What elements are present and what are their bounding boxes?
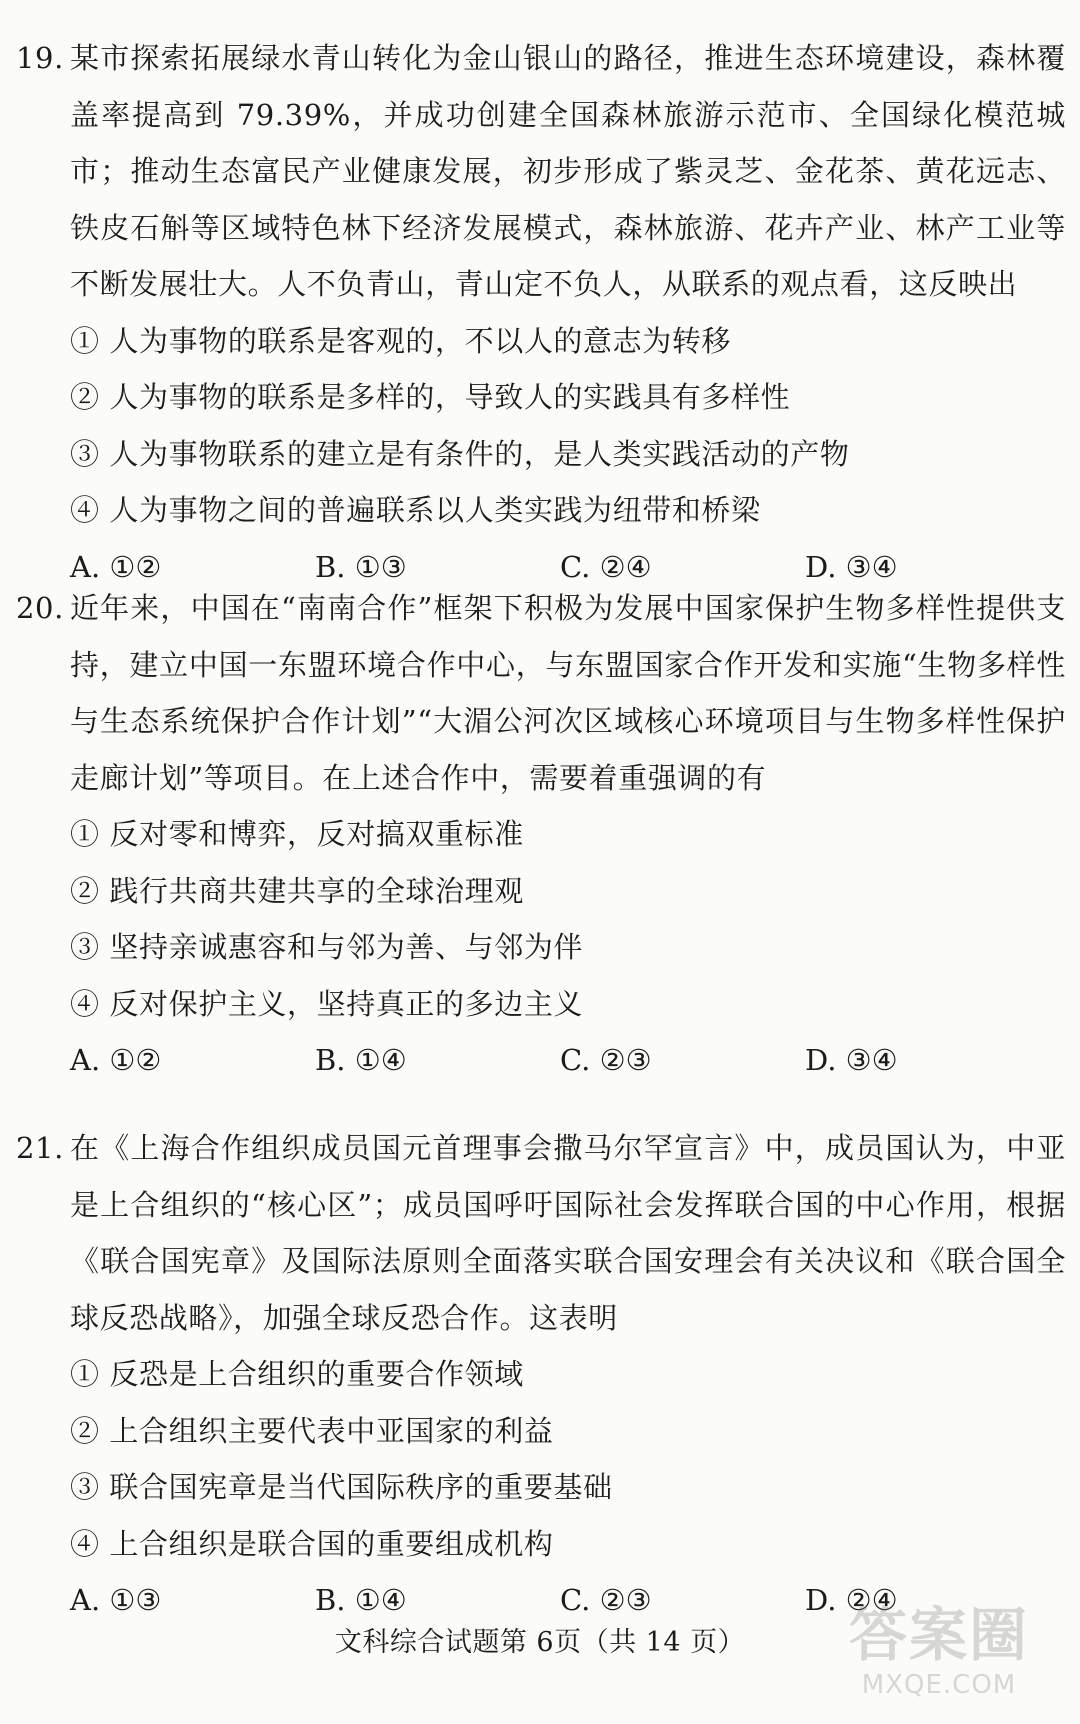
statement-list [16,1346,1066,1572]
watermark-title: 答案圈 [848,1601,1029,1669]
choice-b: B. ①④ [315,1043,407,1077]
statement-3: ③ 联合国宪章是当代国际秩序的重要基础 [70,1470,613,1504]
statement-2: ② 人为事物的联系是多样的，导致人的实践具有多样性 [70,380,791,414]
choice-a: A. ①③ [70,1583,162,1617]
statement-4: ④ 上合组织是联合国的重要组成机构 [70,1526,554,1561]
question-19 [16,30,1066,595]
statement-3: ③ 坚持亲诚惠容和与邻为善、与邻为伴 [70,930,584,964]
answer-choices [16,1032,1066,1089]
question-number: 20. [16,591,64,625]
question-20 [16,580,1066,1089]
question-stem [16,1120,1066,1346]
statement-2: ② 践行共商共建共享的全球治理观 [70,873,524,908]
choice-a: A. ①② [70,549,162,584]
watermark-url: MXQE.COM [861,1670,1017,1700]
choice-a: A. ①② [70,1043,162,1077]
statement-3: ③ 人为事物联系的建立是有条件的，是人类实践活动的产物 [70,436,850,471]
choice-b: B. ①④ [315,1583,407,1617]
statement-2: ② 上合组织主要代表中亚国家的利益 [70,1413,554,1448]
choice-c: C. ②④ [560,549,652,584]
choice-d: D. ②④ [805,1583,898,1617]
choice-c: C. ②③ [560,1583,652,1617]
question-21 [16,1120,1066,1629]
question-text: 某市探索拓展绿水青山转化为金山银山的路径，推进生态环境建设，森林覆盖率提高到 79.39%，并成功创建全国森林旅游示范市、全国绿化模范城市；推动生态富民产业健康发展，初步形成了紫灵芝、金花茶、黄花远志、铁皮石斛等区域特色林下经济发展模式，森林旅游、花卉产业、林产工业等不断发展壮大。人不负青山，青山定不负人，从联系的观点看，这反映出 [70,41,1066,301]
choice-d: D. ③④ [805,1043,898,1077]
question-stem [16,30,1066,313]
choice-d: D. ③④ [805,549,898,584]
statement-list [16,313,1066,539]
question-number: 19. [16,41,64,75]
choice-b: B. ①③ [315,549,407,584]
watermark-logo [834,1600,1044,1720]
statement-4: ④ 人为事物之间的普遍联系以人类实践为纽带和桥梁 [70,493,761,527]
question-number: 21. [16,1131,64,1165]
statement-list [16,806,1066,1032]
statement-1: ① 反恐是上合组织的重要合作领域 [70,1357,524,1391]
page-footer: 文科综合试题第 6页（共 14 页） [334,1627,746,1658]
choice-c: C. ②③ [560,1043,652,1077]
question-text: 近年来，中国在“南南合作”框架下积极为发展中国家保护生物多样性提供支持，建立中国一东盟环境合作中心，与东盟国家合作开发和实施“生物多样性与生态系统保护合作计划”“大湄公河次区域核心环境项目与生物多样性保护走廊计划”等项目。在上述合作中，需要着重强调的有 [70,591,1066,795]
statement-1: ① 反对零和博弈，反对搞双重标准 [70,817,524,851]
question-stem [16,580,1066,806]
statement-4: ④ 反对保护主义，坚持真正的多边主义 [70,986,584,1021]
statement-1: ① 人为事物的联系是客观的，不以人的意志为转移 [70,323,732,358]
question-text: 在《上海合作组织成员国元首理事会撒马尔罕宣言》中，成员国认为，中亚是上合组织的“核心区”；成员国呼吁国际社会发挥联合国的中心作用，根据《联合国宪章》及国际法原则全面落实联合国安理会有关决议和《联合国全球反恐战略》，加强全球反恐合作。这表明 [70,1131,1066,1335]
